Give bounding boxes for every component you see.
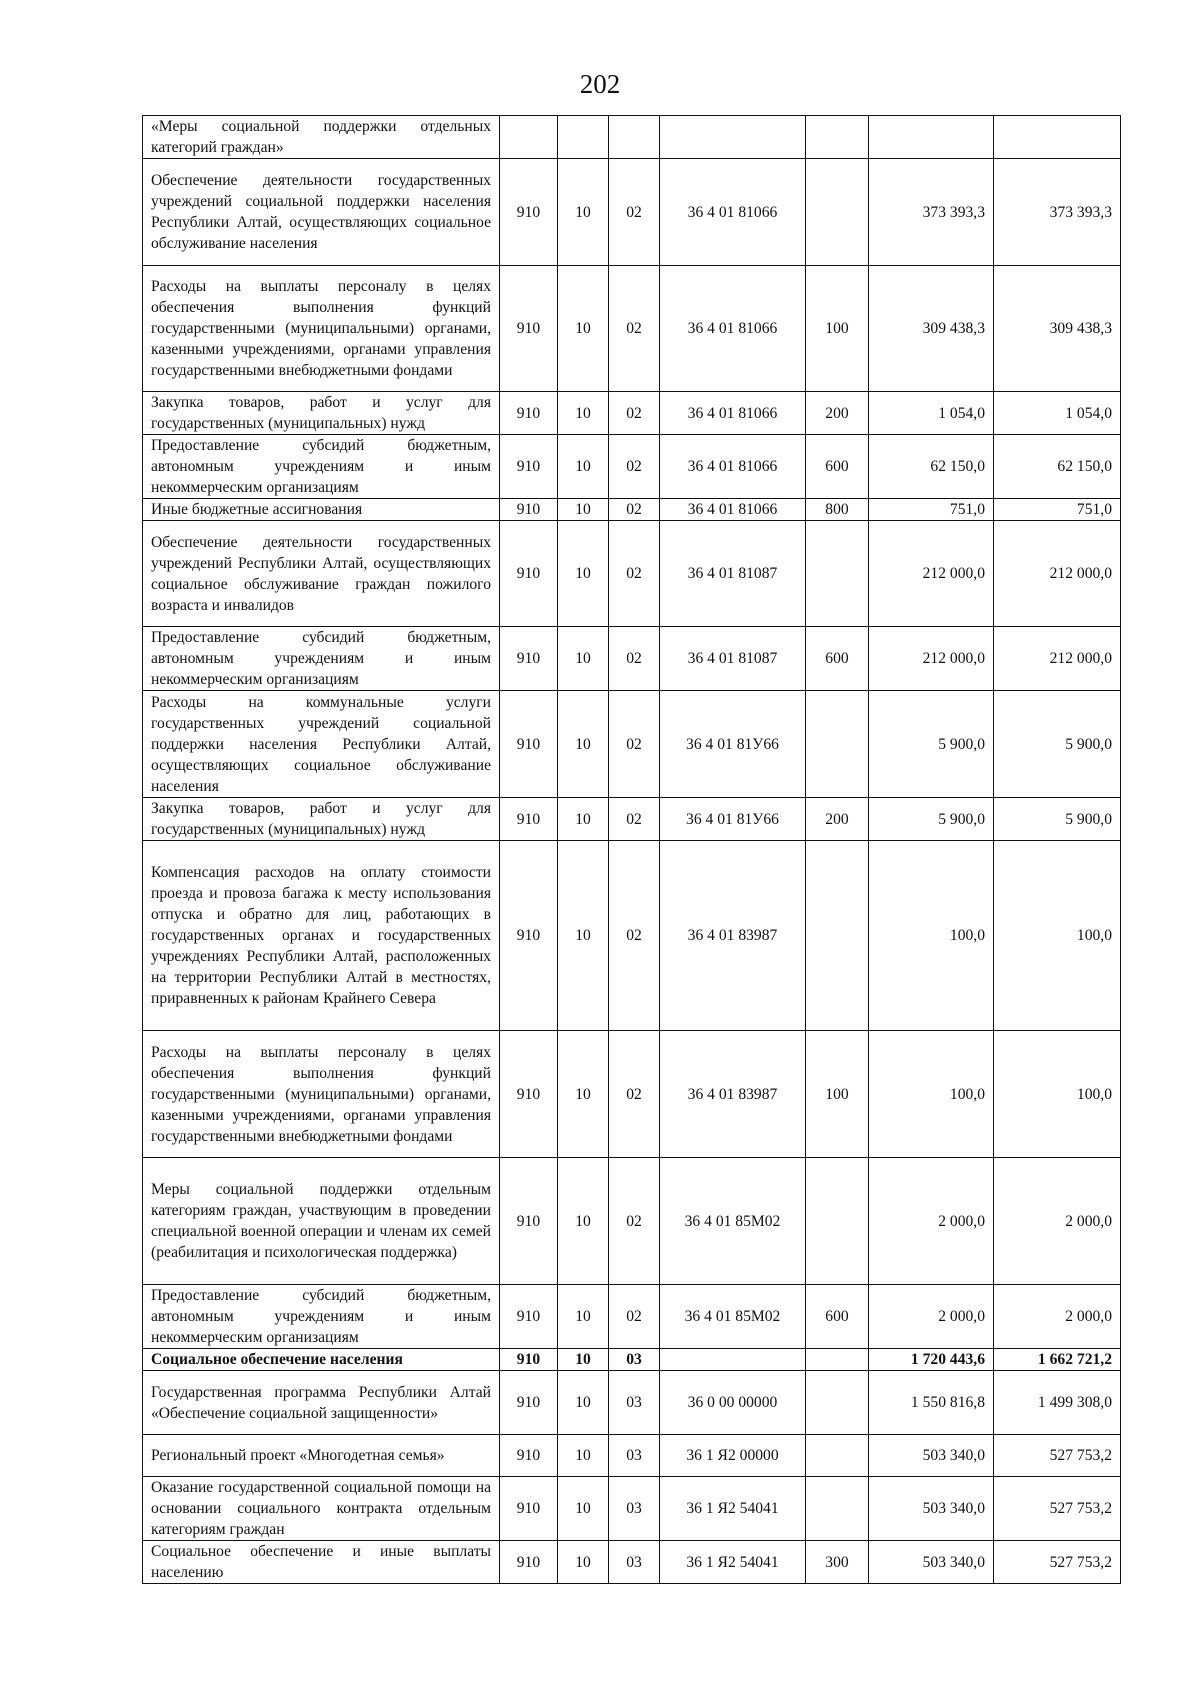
cell-amount-year1: 100,0	[869, 1031, 994, 1158]
cell-subsection: 02	[609, 691, 660, 798]
cell-section: 10	[558, 1349, 609, 1371]
cell-amount-year1: 62 150,0	[869, 435, 994, 499]
cell-amount-year2: 527 753,2	[994, 1541, 1121, 1584]
cell-name: Предоставление субсидий бюджетным, автономным учреждениям и иным некоммерческим организациям	[143, 1285, 500, 1349]
table-row	[143, 1031, 1121, 1158]
cell-amount-year2: 751,0	[994, 499, 1121, 521]
table-row	[143, 691, 1121, 798]
cell-name: Расходы на выплаты персоналу в целях обеспечения выполнения функций государственными (муниципальными) органами, казенными учреждениями, органами управления государственными внебюджетными фондами	[143, 266, 500, 392]
cell-section: 10	[558, 1285, 609, 1349]
cell-target-article: 36 4 01 81066	[660, 392, 806, 435]
cell-amount-year2: 100,0	[994, 841, 1121, 1031]
table-body	[143, 116, 1121, 1584]
cell-subsection: 02	[609, 521, 660, 627]
cell-grbs: 910	[500, 1158, 558, 1285]
table-row	[143, 627, 1121, 691]
cell-section: 10	[558, 841, 609, 1031]
budget-table	[142, 115, 1121, 1584]
cell-section: 10	[558, 266, 609, 392]
cell-section: 10	[558, 499, 609, 521]
table-row	[143, 266, 1121, 392]
cell-name: Обеспечение деятельности государственных учреждений социальной поддержки населения Республики Алтай, осуществляющих социальное обслуживание населения	[143, 159, 500, 266]
cell-amount-year1: 2 000,0	[869, 1158, 994, 1285]
cell-amount-year1: 373 393,3	[869, 159, 994, 266]
cell-amount-year1: 503 340,0	[869, 1435, 994, 1477]
cell-expense-type: 100	[806, 266, 869, 392]
cell-amount-year2: 100,0	[994, 1031, 1121, 1158]
cell-subsection: 02	[609, 1285, 660, 1349]
cell-name: Предоставление субсидий бюджетным, автономным учреждениям и иным некоммерческим организациям	[143, 435, 500, 499]
cell-amount-year2: 2 000,0	[994, 1158, 1121, 1285]
cell-grbs: 910	[500, 1371, 558, 1435]
cell-target-article: 36 1 Я2 54041	[660, 1477, 806, 1541]
cell-expense-type	[806, 1349, 869, 1371]
cell-amount-year1: 5 900,0	[869, 691, 994, 798]
cell-subsection: 03	[609, 1477, 660, 1541]
cell-expense-type	[806, 691, 869, 798]
cell-amount-year2: 212 000,0	[994, 521, 1121, 627]
cell-grbs: 910	[500, 691, 558, 798]
cell-amount-year1: 1 720 443,6	[869, 1349, 994, 1371]
cell-expense-type	[806, 1477, 869, 1541]
cell-amount-year2: 212 000,0	[994, 627, 1121, 691]
cell-amount-year2: 1 054,0	[994, 392, 1121, 435]
cell-target-article	[660, 1349, 806, 1371]
cell-amount-year2: 1 499 308,0	[994, 1371, 1121, 1435]
cell-grbs: 910	[500, 159, 558, 266]
cell-expense-type: 800	[806, 499, 869, 521]
cell-name: Государственная программа Республики Алтай «Обеспечение социальной защищенности»	[143, 1371, 500, 1435]
cell-grbs: 910	[500, 1031, 558, 1158]
cell-target-article: 36 4 01 81066	[660, 435, 806, 499]
cell-expense-type	[806, 521, 869, 627]
cell-target-article: 36 4 01 81066	[660, 266, 806, 392]
cell-expense-type	[806, 841, 869, 1031]
cell-subsection: 02	[609, 627, 660, 691]
cell-section: 10	[558, 1371, 609, 1435]
cell-subsection: 02	[609, 435, 660, 499]
table-row	[143, 1477, 1121, 1541]
table-row	[143, 435, 1121, 499]
cell-amount-year1: 751,0	[869, 499, 994, 521]
cell-subsection	[609, 116, 660, 159]
cell-target-article: 36 1 Я2 00000	[660, 1435, 806, 1477]
cell-grbs: 910	[500, 1349, 558, 1371]
cell-target-article: 36 4 01 81066	[660, 499, 806, 521]
cell-expense-type: 600	[806, 627, 869, 691]
cell-name: Социальное обеспечение и иные выплаты населению	[143, 1541, 500, 1584]
cell-subsection: 02	[609, 1031, 660, 1158]
cell-name: Оказание государственной социальной помощи на основании социального контракта отдельным категориям граждан	[143, 1477, 500, 1541]
cell-name: Закупка товаров, работ и услуг для государственных (муниципальных) нужд	[143, 798, 500, 841]
table-row	[143, 1541, 1121, 1584]
cell-amount-year1: 212 000,0	[869, 521, 994, 627]
cell-grbs: 910	[500, 1435, 558, 1477]
cell-expense-type	[806, 1435, 869, 1477]
cell-subsection: 02	[609, 798, 660, 841]
cell-amount-year1: 503 340,0	[869, 1541, 994, 1584]
table-row	[143, 499, 1121, 521]
cell-grbs: 910	[500, 499, 558, 521]
cell-name: Социальное обеспечение населения	[143, 1349, 500, 1371]
table-row	[143, 159, 1121, 266]
cell-name: Обеспечение деятельности государственных учреждений Республики Алтай, осуществляющих социальное обслуживание граждан пожилого возраста и инвалидов	[143, 521, 500, 627]
cell-target-article: 36 4 01 81087	[660, 521, 806, 627]
cell-grbs: 910	[500, 1477, 558, 1541]
cell-section: 10	[558, 435, 609, 499]
cell-amount-year2: 2 000,0	[994, 1285, 1121, 1349]
cell-name: Предоставление субсидий бюджетным, автономным учреждениям и иным некоммерческим организациям	[143, 627, 500, 691]
cell-amount-year1: 503 340,0	[869, 1477, 994, 1541]
cell-section: 10	[558, 798, 609, 841]
page-number: 202	[579, 69, 621, 99]
cell-section: 10	[558, 159, 609, 266]
cell-target-article: 36 1 Я2 54041	[660, 1541, 806, 1584]
cell-grbs: 910	[500, 627, 558, 691]
cell-amount-year1: 309 438,3	[869, 266, 994, 392]
cell-section: 10	[558, 1435, 609, 1477]
cell-grbs: 910	[500, 1541, 558, 1584]
cell-target-article: 36 4 01 81У66	[660, 691, 806, 798]
table-row	[143, 1285, 1121, 1349]
cell-subsection: 02	[609, 841, 660, 1031]
cell-expense-type: 600	[806, 1285, 869, 1349]
cell-expense-type	[806, 1158, 869, 1285]
cell-target-article: 36 4 01 81066	[660, 159, 806, 266]
cell-amount-year2: 5 900,0	[994, 798, 1121, 841]
cell-target-article	[660, 116, 806, 159]
cell-grbs: 910	[500, 266, 558, 392]
cell-subsection: 02	[609, 1158, 660, 1285]
cell-amount-year2: 527 753,2	[994, 1435, 1121, 1477]
cell-section: 10	[558, 1477, 609, 1541]
cell-name: Региональный проект «Многодетная семья»	[143, 1435, 500, 1477]
cell-subsection: 02	[609, 266, 660, 392]
cell-grbs: 910	[500, 841, 558, 1031]
cell-subsection: 03	[609, 1349, 660, 1371]
cell-expense-type: 600	[806, 435, 869, 499]
cell-name: «Меры социальной поддержки отдельных категорий граждан»	[143, 116, 500, 159]
cell-amount-year1: 1 054,0	[869, 392, 994, 435]
cell-grbs: 910	[500, 392, 558, 435]
cell-name: Расходы на коммунальные услуги государственных учреждений социальной поддержки населения Республики Алтай, осуществляющих социальное обслуживание населения	[143, 691, 500, 798]
cell-expense-type: 200	[806, 798, 869, 841]
table-row	[143, 798, 1121, 841]
cell-amount-year2: 5 900,0	[994, 691, 1121, 798]
cell-amount-year2: 309 438,3	[994, 266, 1121, 392]
cell-subsection: 02	[609, 499, 660, 521]
cell-section: 10	[558, 1031, 609, 1158]
cell-amount-year1: 212 000,0	[869, 627, 994, 691]
cell-expense-type: 200	[806, 392, 869, 435]
cell-amount-year2	[994, 116, 1121, 159]
cell-amount-year2: 373 393,3	[994, 159, 1121, 266]
cell-name: Иные бюджетные ассигнования	[143, 499, 500, 521]
cell-section: 10	[558, 1541, 609, 1584]
cell-name: Расходы на выплаты персоналу в целях обеспечения выполнения функций государственными (муниципальными) органами, казенными учреждениями, органами управления государственными внебюджетными фондами	[143, 1031, 500, 1158]
cell-grbs	[500, 116, 558, 159]
cell-amount-year2: 1 662 721,2	[994, 1349, 1121, 1371]
cell-amount-year1: 5 900,0	[869, 798, 994, 841]
cell-target-article: 36 0 00 00000	[660, 1371, 806, 1435]
cell-section	[558, 116, 609, 159]
cell-expense-type	[806, 159, 869, 266]
cell-subsection: 03	[609, 1435, 660, 1477]
cell-target-article: 36 4 01 81У66	[660, 798, 806, 841]
cell-amount-year1: 2 000,0	[869, 1285, 994, 1349]
cell-target-article: 36 4 01 83987	[660, 841, 806, 1031]
cell-section: 10	[558, 691, 609, 798]
cell-subsection: 02	[609, 392, 660, 435]
cell-amount-year1: 100,0	[869, 841, 994, 1031]
table-row	[143, 1371, 1121, 1435]
cell-expense-type	[806, 116, 869, 159]
cell-expense-type: 100	[806, 1031, 869, 1158]
cell-expense-type	[806, 1371, 869, 1435]
cell-grbs: 910	[500, 521, 558, 627]
table-row	[143, 841, 1121, 1031]
table-row	[143, 116, 1121, 159]
cell-subsection: 03	[609, 1541, 660, 1584]
cell-grbs: 910	[500, 1285, 558, 1349]
cell-section: 10	[558, 392, 609, 435]
cell-section: 10	[558, 521, 609, 627]
cell-amount-year2: 62 150,0	[994, 435, 1121, 499]
cell-amount-year1: 1 550 816,8	[869, 1371, 994, 1435]
cell-target-article: 36 4 01 81087	[660, 627, 806, 691]
cell-name: Меры социальной поддержки отдельным категориям граждан, участвующим в проведении специальной военной операции и членам их семей (реабилитация и психологическая поддержка)	[143, 1158, 500, 1285]
cell-subsection: 02	[609, 159, 660, 266]
table-row	[143, 1435, 1121, 1477]
cell-amount-year1	[869, 116, 994, 159]
cell-section: 10	[558, 1158, 609, 1285]
cell-subsection: 03	[609, 1371, 660, 1435]
cell-amount-year2: 527 753,2	[994, 1477, 1121, 1541]
table-row	[143, 1158, 1121, 1285]
cell-target-article: 36 4 01 85М02	[660, 1285, 806, 1349]
cell-grbs: 910	[500, 435, 558, 499]
cell-section: 10	[558, 627, 609, 691]
cell-name: Закупка товаров, работ и услуг для государственных (муниципальных) нужд	[143, 392, 500, 435]
cell-target-article: 36 4 01 85М02	[660, 1158, 806, 1285]
table-row	[143, 1349, 1121, 1371]
cell-name: Компенсация расходов на оплату стоимости проезда и провоза багажа к месту использования отпуска и обратно для лиц, работающих в государственных органах и государственных учреждениях Республики Алтай, расположенных на территории Республики Алтай в местностях, приравненных к районам Крайнего Севера	[143, 841, 500, 1031]
cell-expense-type: 300	[806, 1541, 869, 1584]
cell-target-article: 36 4 01 83987	[660, 1031, 806, 1158]
cell-grbs: 910	[500, 798, 558, 841]
table-row	[143, 392, 1121, 435]
table-row	[143, 521, 1121, 627]
